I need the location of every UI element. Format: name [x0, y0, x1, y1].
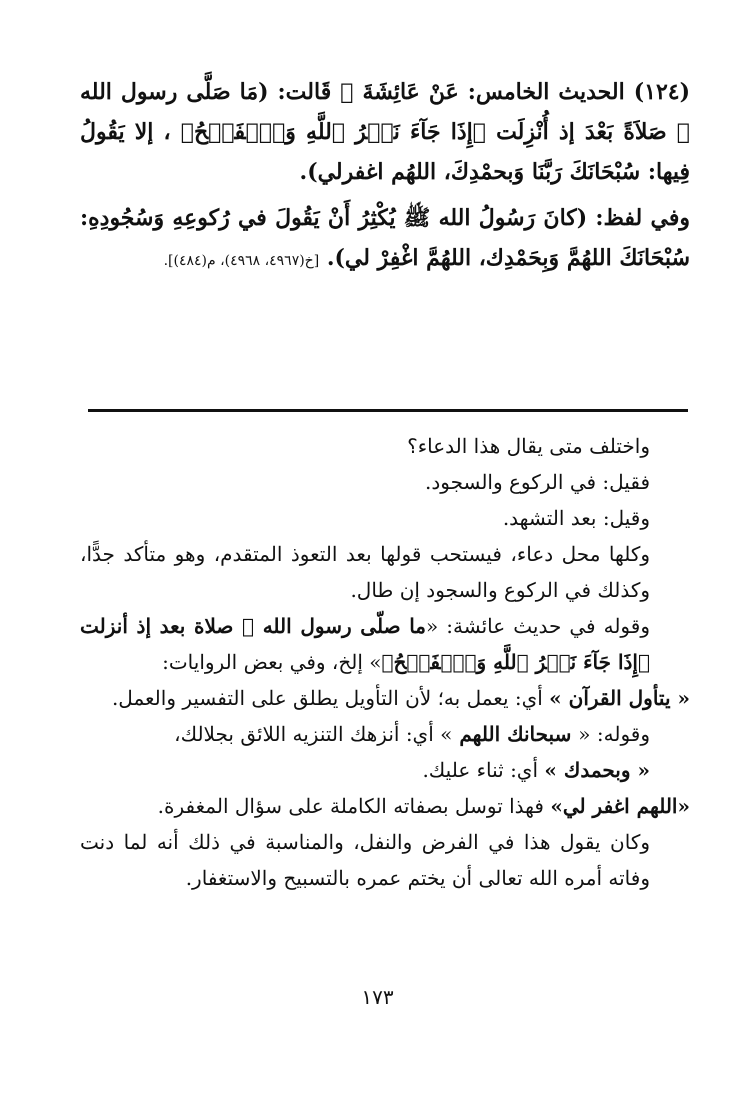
commentary-quote: سبحانك اللهم [452, 722, 579, 746]
section-divider [88, 409, 688, 412]
commentary-quote: « وبحمدك » [544, 758, 650, 782]
hadith-variant-text [80, 198, 690, 281]
commentary-paragraph: واختلف متى يقال هذا الدعاء؟ [407, 434, 650, 458]
commentary-paragraph: فقيل: في الركوع والسجود. [424, 470, 650, 494]
commentary-paragraph [80, 788, 690, 824]
commentary-text: » أي: أنزهك التنزيه اللائق بجلالك، [174, 722, 453, 746]
hadith-variant-body: وفي لفظ: (كانَ رَسُولُ الله ﷺ يُكْثِرُ أَنْ يَقُولَ في رُكوعِهِ وَسُجُودِهِ: سُبْحَانَكَ اللهُمَّ وَبِحَمْدِك، اللهُمَّ اغْفِرْ لي). [80, 205, 690, 271]
commentary-text: فهذا توسل بصفاته الكاملة على سؤال المغفرة. [157, 794, 551, 818]
commentary-block [80, 428, 690, 896]
commentary-text: وقوله في حديث عائشة: « [426, 614, 650, 638]
commentary-quote: «اللهم اغفر لي» [550, 794, 690, 818]
commentary-text: وقوله: « [578, 722, 650, 746]
commentary-quote: « يتأول القرآن » [549, 686, 690, 710]
commentary-text: أي: ثناء عليك. [422, 758, 545, 782]
commentary-paragraph: وكان يقول هذا في الفرض والنفل، والمناسبة في ذلك أنه لما دنت وفاته أمره الله تعالى أن يختم عمره بالتسبيح والاستغفار. [80, 830, 650, 890]
commentary-paragraph: وكلها محل دعاء، فيستحب قولها بعد التعوذ المتقدم، وهو متأكد جدًّا، وكذلك في الركوع والسجود إن طال. [80, 542, 650, 602]
commentary-paragraph: وقيل: بعد التشهد. [502, 506, 650, 530]
commentary-paragraph [80, 680, 690, 716]
commentary-paragraph [80, 716, 690, 752]
page-number: ١٧٣ [361, 985, 394, 1009]
hadith-block [80, 72, 690, 281]
hadith-main-text: (١٢٤) الحديث الخامس: عَنْ عَائِشَةَ ﵂ قَالت: (مَا صَلَّى رسول الله ﷺ صَلاَةً بَعْدَ إذ أُنْزِلَت ﴿إِذَا جَآءَ نَصۡرُ ٱللَّهِ وَٱلۡفَتۡحُ﴾ ، إلا يَقُولُ فِيها: سُبْحَانَكَ رَبَّنَا وَبحمْدِكَ، اللهُم اغفرلي). [80, 79, 690, 185]
commentary-quote: ما صلّى رسول الله ﷺ صلاة بعد إذ أنزلت ﴿إِذَا جَآءَ نَصۡرُ ٱللَّهِ وَٱلۡفَتۡحُ﴾ [80, 614, 650, 674]
commentary-text: أي: يعمل به؛ لأن التأويل يطلق على التفسير والعمل. [111, 686, 550, 710]
commentary-paragraph [80, 752, 690, 788]
commentary-paragraph [80, 608, 690, 680]
hadith-reference: [خ(٤٩٦٧، ٤٩٦٨)، م(٤٨٤)]. [163, 253, 320, 269]
commentary-text: » إلخ، وفي بعض الروايات: [162, 650, 382, 674]
